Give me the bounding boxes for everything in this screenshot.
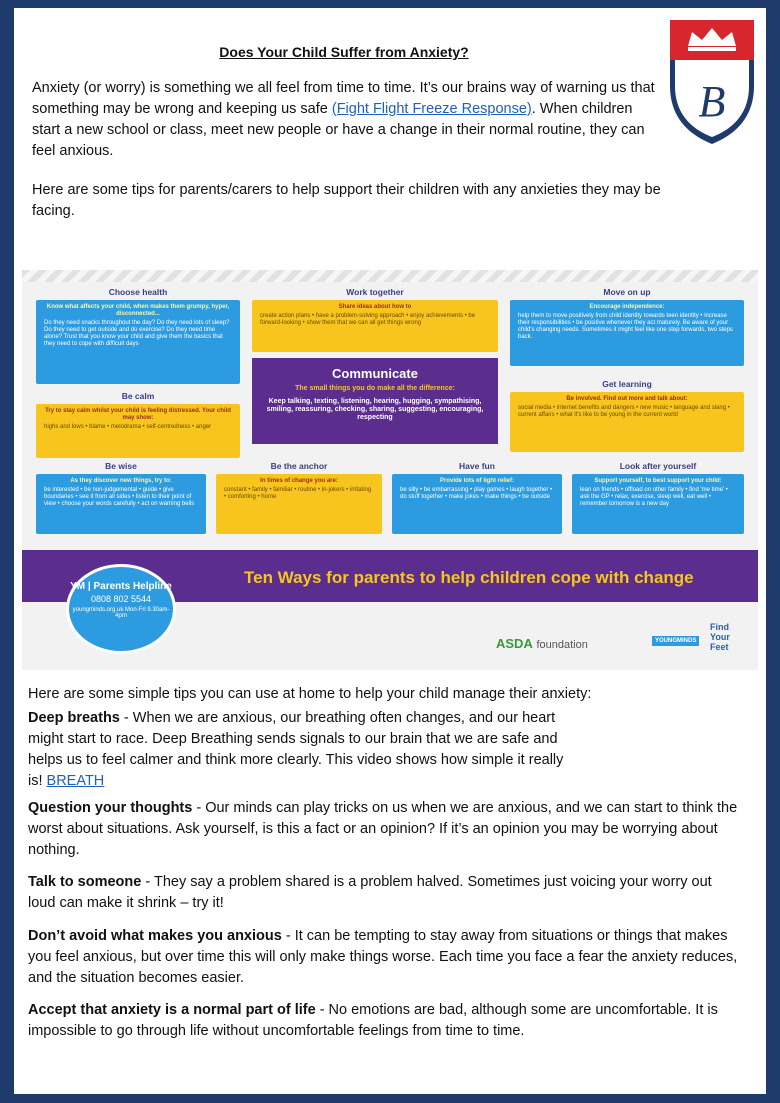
box-work-together: Share ideas about how to create action plans • have a problem-solving approach • enjoy achievements • be forward-looking • show them that we can all get things wrong	[252, 300, 498, 352]
box-title-get-learning: Get learning	[602, 379, 652, 389]
infographic-ten-ways	[22, 270, 758, 670]
box-title-have-fun: Have fun	[459, 461, 495, 471]
box-communicate	[252, 358, 498, 444]
fight-flight-link[interactable]: (Fight Flight Freeze Response)	[331, 101, 532, 117]
find-your-feet-logo: YOUNGMINDS Find Your Feet	[652, 622, 744, 654]
box-look-after-yourself: Support yourself, to best support your child: lean on friends • offload on other family • find 'me time' • ask the GP • relax, exercise, sleep well, eat well • remember tomorrow is a new day	[572, 474, 744, 534]
youngminds-helpline-logo	[66, 564, 176, 654]
box-have-fun: Provide lots of light relief: be silly • be embarrassing • play games • laugh together • do stuff together • make jokes • make things • be outside	[392, 474, 562, 534]
communicate-body: Keep talking, texting, listening, hearing, hugging, sympathising, smiling, reassuring, checking, sharing, suggesting, encouraging, respecting	[266, 398, 484, 421]
page-title: Does Your Child Suffer from Anxiety?	[219, 44, 469, 60]
box-move-on-up: Encourage independence: help them to move positively from child identity towards teen identity • increase their responsibilities • be positive whenever they act maturely. Be aware of your child's changing needs. Sometimes it might feel like one step forwards, two steps back.	[510, 300, 744, 366]
tip-deep-breaths: Deep breaths - When we are anxious, our breathing often changes, and our heart might start to race. Deep Breathing sends signals to our brain that we are safe and helps us to feel calmer and think more clearly. This video shows how simple it really is! BREATH	[28, 710, 564, 789]
school-crest-logo	[666, 16, 758, 148]
box-get-learning: Be involved. Find out more and talk about: social media • internet benefits and dangers • new music • language and slang • current affairs • what it's like to be young in the current world	[510, 392, 744, 452]
box-be-wise: As they discover new things, try to: be interested • be non-judgemental • guide • give boundaries • see it from all sides • listen to their point of view • choose your words carefully • act on warning bells	[36, 474, 206, 534]
box-title-be-the-anchor: Be the anchor	[270, 461, 328, 471]
box-title-look-after-yourself: Look after yourself	[619, 461, 697, 471]
tips-intro: Here are some simple tips you can use at home to help your child manage their anxiety:	[28, 686, 592, 702]
box-title-work-together: Work together	[346, 287, 404, 297]
crest-letter: B	[698, 77, 726, 126]
tip-talk-to-someone: Talk to someone - They say a problem shared is a problem halved. Sometimes just voicing your worry out loud can make it shrink – try it!	[28, 874, 712, 911]
ym-website: youngminds.org.uk Mon-Fri 9.30am-4pm	[72, 607, 170, 619]
tip-question-thoughts: Question your thoughts - Our minds can play tricks on us when we are anxious, and we can start to think the worst about situations. Ask yourself, is this a fact or an opinion? If it’s an opinion you may be worrying about nothing.	[28, 800, 738, 858]
ym-line1: YM | Parents Helpline	[70, 581, 172, 592]
breath-video-link[interactable]: BREATH	[46, 773, 105, 789]
box-choose-health: Know what affects your child, when makes them grumpy, hyper, disconnected... Do they need snacks throughout the day? Do they need lots of sleep? Do they need to get outside and do exercise? Do they need time alone? Trust that you know your child and give them the basics that they need to cope with difficult days	[36, 300, 240, 384]
box-title-be-wise: Be wise	[105, 461, 137, 471]
asda-foundation-logo: ASDA foundation	[496, 636, 588, 651]
tip-accept-anxiety: Accept that anxiety is a normal part of life - No emotions are bad, although some are uncomfortable. It is impossible to go through life without uncomfortable feelings from time to time.	[28, 1002, 718, 1039]
box-be-calm: Try to stay calm whilst your child is feeling distressed. Your child may show: highs and lows • blame • melodrama • self-centredness • anger	[36, 404, 240, 458]
tip-dont-avoid: Don’t avoid what makes you anxious - It can be tempting to stay away from situations or things that makes you feel anxious, but over time this will only make things worse. Each time you face a fear the anxiety reduces, and the situation becomes easier.	[28, 928, 738, 986]
box-title-choose-health: Choose health	[108, 287, 168, 297]
intro-tips-paragraph: Here are some tips for parents/carers to help support their children with any anxieties they may be facing.	[32, 182, 661, 219]
communicate-sub: The small things you do make all the difference:	[295, 385, 455, 392]
intro-paragraph: Anxiety (or worry) is something we all feel from time to time. It’s our brains way of warning us that something may be wrong and keeping us safe (Fight Flight Freeze Response). When children start a new school or class, meet new people or have a change in their normal routine, they can feel anxious.	[32, 80, 655, 159]
banner-text: Ten Ways for parents to help children cope with change	[244, 568, 694, 587]
ym-phone: 0808 802 5544	[90, 594, 152, 604]
communicate-title: Communicate	[332, 366, 418, 381]
box-title-be-calm: Be calm	[121, 391, 155, 401]
box-title-move-on-up: Move on up	[603, 287, 651, 297]
box-be-the-anchor: In times of change you are: constant • family • familiar • routine • in-jokers • irritating • comforting • home	[216, 474, 382, 534]
document-page	[14, 8, 766, 1094]
decorative-strip	[22, 270, 758, 282]
